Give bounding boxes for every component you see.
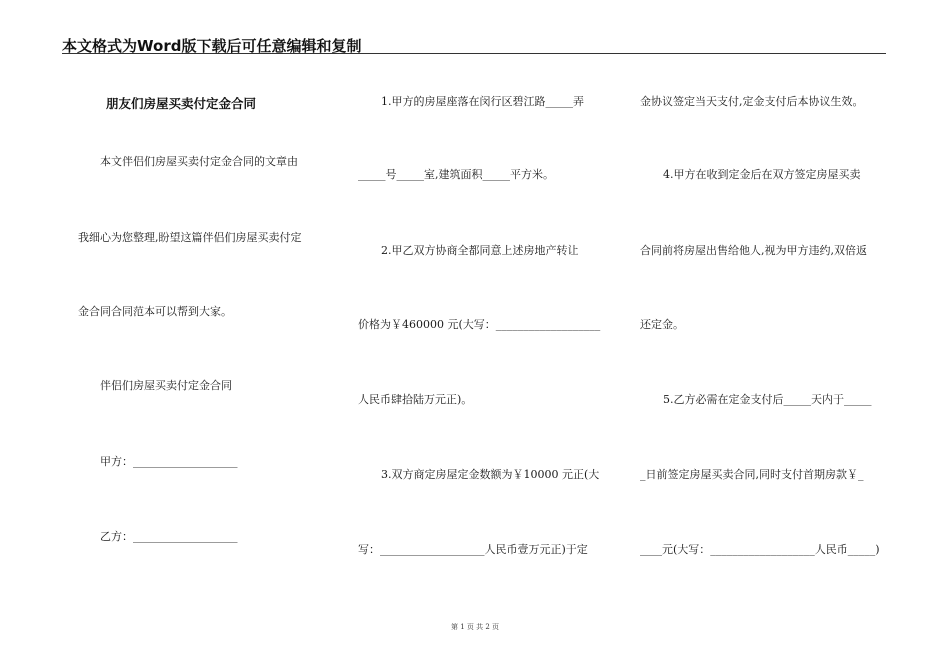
col2-line-6: 3.双方商定房屋定金数额为￥10000 元正(大	[381, 468, 600, 481]
document-title: 朋友们房屋买卖付定金合同	[106, 96, 257, 111]
col3-line-6: _日前签定房屋买卖合同,同时支付首期房款￥_	[640, 468, 864, 481]
col3-line-3: 合同前将房屋出售给他人,视为甲方违约,双倍返	[640, 244, 867, 257]
col3-line-2: 4.甲方在收到定金后在双方签定房屋买卖	[663, 168, 861, 181]
col1-line-1: 本文伴侣们房屋买卖付定金合同的文章由	[100, 155, 298, 168]
col1-line-2: 我细心为您整理,盼望这篇伴侣们房屋买卖付定	[78, 231, 302, 244]
col3-line-1: 金协议签定当天支付,定金支付后本协议生效。	[640, 95, 864, 108]
document-header-title: 本文格式为Word版下载后可任意编辑和复制	[62, 37, 362, 55]
col2-line-2: _____号_____室,建筑面积_____平方米。	[358, 168, 554, 181]
col2-line-3: 2.甲乙双方协商全都同意上述房地产转让	[381, 244, 579, 257]
header-divider	[62, 53, 886, 54]
col2-line-7: 写：___________________人民币壹万元正)于定	[358, 543, 588, 556]
col1-line-4: 伴侣们房屋买卖付定金合同	[100, 379, 232, 392]
col3-line-5: 5.乙方必需在定金支付后_____天内于_____	[663, 393, 872, 406]
col3-line-4: 还定金。	[640, 318, 684, 331]
col3-line-7: ____元(大写：___________________人民币_____)	[640, 543, 880, 556]
col2-line-5: 人民币肆拾陆万元正)。	[358, 393, 473, 406]
col2-line-4: 价格为￥460000 元(大写：___________________	[358, 318, 601, 331]
party-b-field: 乙方：___________________	[100, 530, 238, 543]
col2-line-1: 1.甲方的房屋座落在闵行区碧江路_____弄	[381, 95, 584, 108]
party-a-field: 甲方：___________________	[100, 455, 238, 468]
col1-line-3: 金合同合同范本可以帮到大家。	[78, 305, 232, 318]
page-number: 第 1 页 共 2 页	[450, 623, 500, 631]
